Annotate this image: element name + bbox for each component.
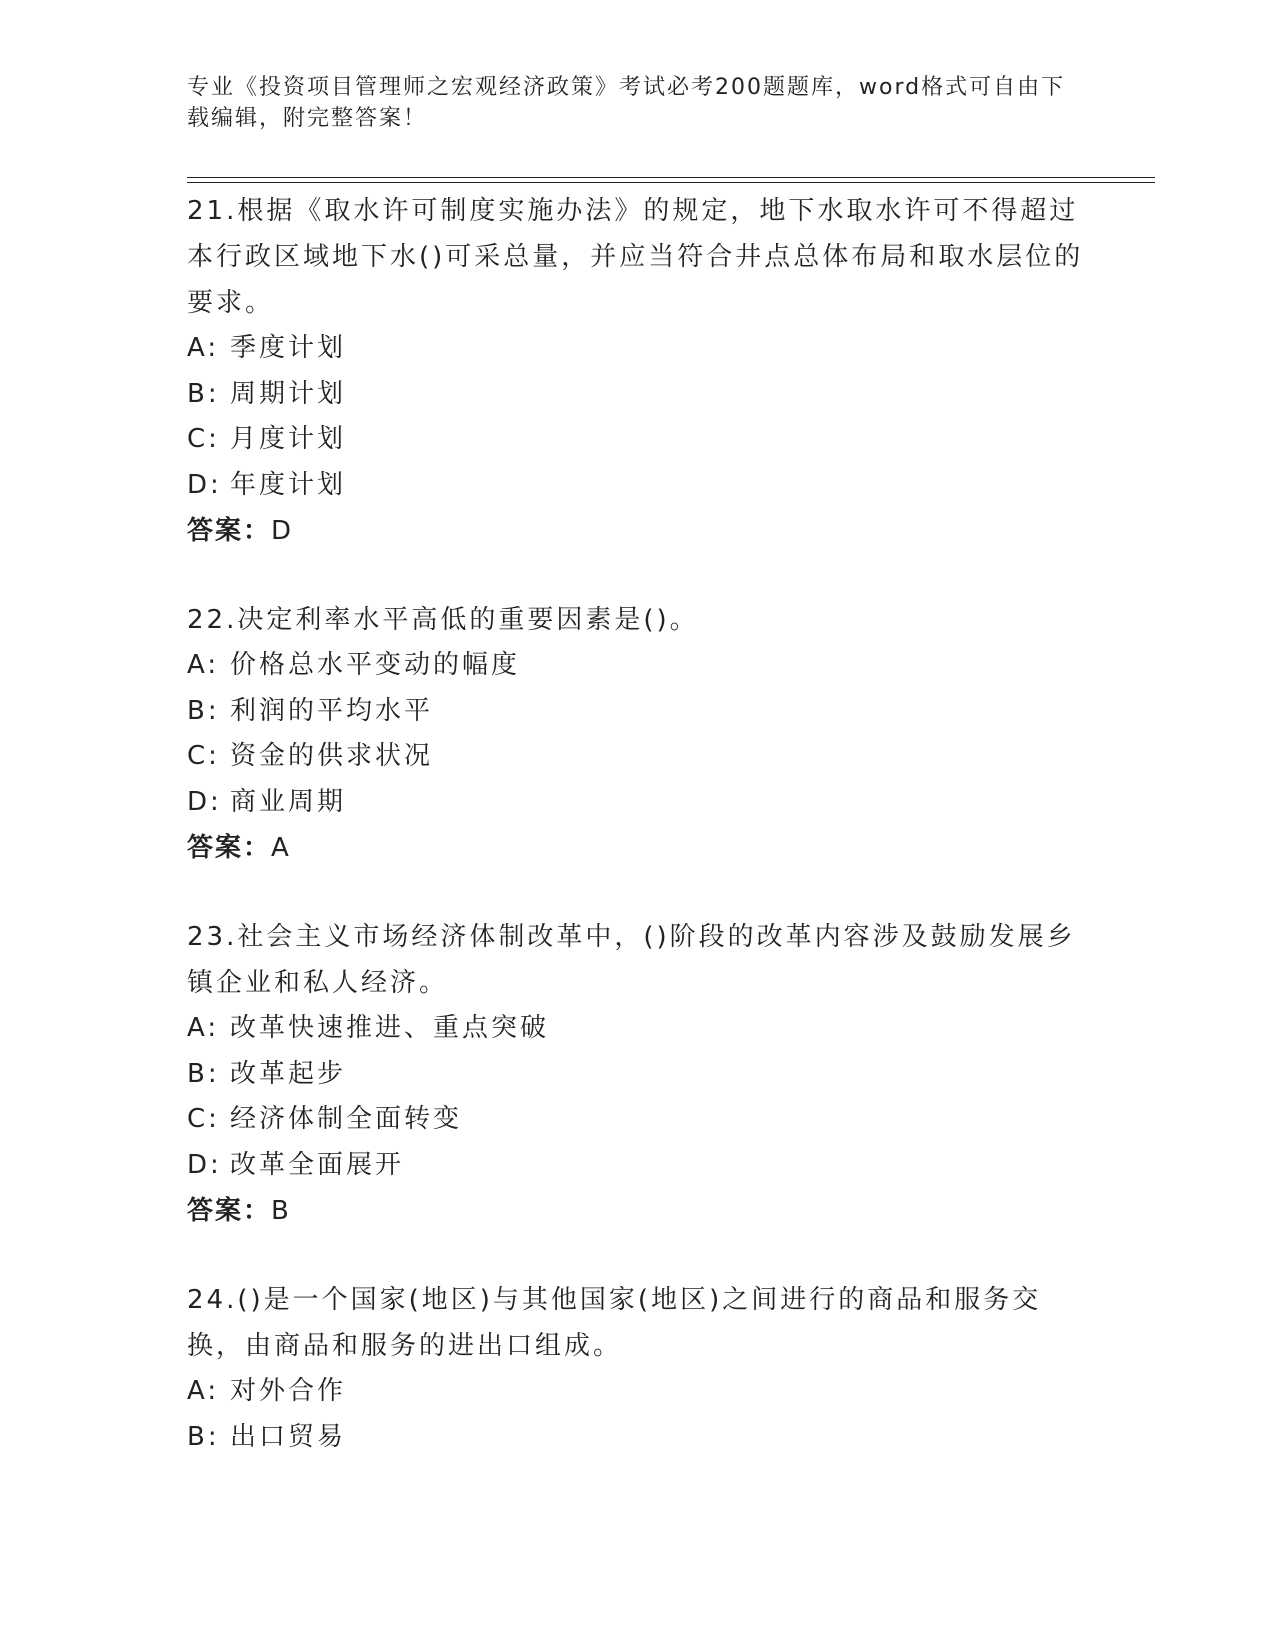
question-stem [187, 914, 1087, 1006]
answer-line [187, 508, 1087, 554]
option-text: 年度计划 [230, 469, 347, 500]
answer-label: 答案： [187, 833, 272, 863]
question-stem [187, 1277, 1087, 1369]
option-key: B: [187, 378, 220, 409]
option-key: B: [187, 695, 220, 726]
option-text: 改革全面展开 [230, 1149, 405, 1180]
header-rule-top [187, 177, 1155, 178]
option-text: 季度计划 [230, 333, 347, 363]
question-number: 24. [187, 1285, 238, 1315]
option-text: 资金的供求状况 [230, 741, 434, 771]
option-c [187, 417, 1087, 463]
option-key: B: [187, 1421, 220, 1452]
question-text: ()是一个国家(地区)与其他国家(地区)之间进行的商品和服务交换，由商品和服务的进出口组成。 [187, 1285, 1042, 1361]
option-key: D: [187, 786, 222, 817]
question-gap [187, 554, 1087, 597]
option-a [187, 1006, 1087, 1052]
question-number: 22. [187, 605, 238, 635]
answer-label: 答案： [187, 516, 272, 546]
option-text: 改革快速推进、重点突破 [230, 1013, 550, 1043]
option-b [187, 689, 1087, 735]
option-key: C: [187, 741, 220, 771]
question-22 [187, 597, 1087, 871]
question-list [187, 188, 1087, 1460]
option-a [187, 1369, 1087, 1415]
question-stem [187, 188, 1087, 326]
option-b [187, 372, 1087, 418]
option-text: 对外合作 [230, 1376, 347, 1406]
option-key: A: [187, 650, 220, 680]
option-d [187, 463, 1087, 509]
option-d [187, 780, 1087, 826]
option-text: 周期计划 [230, 378, 347, 409]
answer-value: A [271, 833, 291, 863]
option-key: B: [187, 1058, 220, 1089]
option-key: A: [187, 1376, 220, 1406]
option-key: C: [187, 1104, 220, 1134]
option-b [187, 1415, 1087, 1461]
answer-value: B [271, 1196, 291, 1226]
option-key: A: [187, 333, 220, 363]
option-c [187, 734, 1087, 780]
question-gap [187, 1234, 1087, 1277]
answer-line [187, 825, 1087, 871]
option-text: 月度计划 [230, 424, 347, 454]
question-21 [187, 188, 1087, 554]
option-a [187, 326, 1087, 372]
option-text: 改革起步 [230, 1058, 347, 1089]
option-d [187, 1143, 1087, 1189]
option-key: D: [187, 469, 222, 500]
option-key: D: [187, 1149, 222, 1180]
question-number: 23. [187, 922, 238, 952]
answer-label: 答案： [187, 1196, 272, 1226]
question-number: 21. [187, 196, 238, 226]
question-gap [187, 871, 1087, 914]
question-text: 根据《取水许可制度实施办法》的规定，地下水取水许可不得超过本行政区域地下水()可采总量，并应当符合井点总体布局和取水层位的要求。 [187, 196, 1084, 318]
option-text: 商业周期 [230, 786, 347, 817]
option-a [187, 643, 1087, 689]
option-key: A: [187, 1013, 220, 1043]
option-c [187, 1097, 1087, 1143]
option-key: C: [187, 424, 220, 454]
answer-line [187, 1188, 1087, 1234]
question-text: 决定利率水平高低的重要因素是()。 [237, 605, 699, 635]
option-text: 经济体制全面转变 [230, 1104, 463, 1134]
question-text: 社会主义市场经济体制改革中，()阶段的改革内容涉及鼓励发展乡镇企业和私人经济。 [187, 922, 1076, 998]
option-text: 价格总水平变动的幅度 [230, 650, 521, 680]
option-text: 出口贸易 [230, 1421, 347, 1452]
document-intro: 专业《投资项目管理师之宏观经济政策》考试必考200题题库，word格式可自由下载编辑，附完整答案！ [187, 75, 1066, 131]
header-rule-bottom [187, 182, 1155, 183]
answer-value: D [271, 516, 294, 546]
question-24 [187, 1277, 1087, 1460]
question-stem [187, 597, 1087, 643]
option-text: 利润的平均水平 [230, 695, 434, 726]
question-23 [187, 914, 1087, 1234]
option-b [187, 1052, 1087, 1098]
